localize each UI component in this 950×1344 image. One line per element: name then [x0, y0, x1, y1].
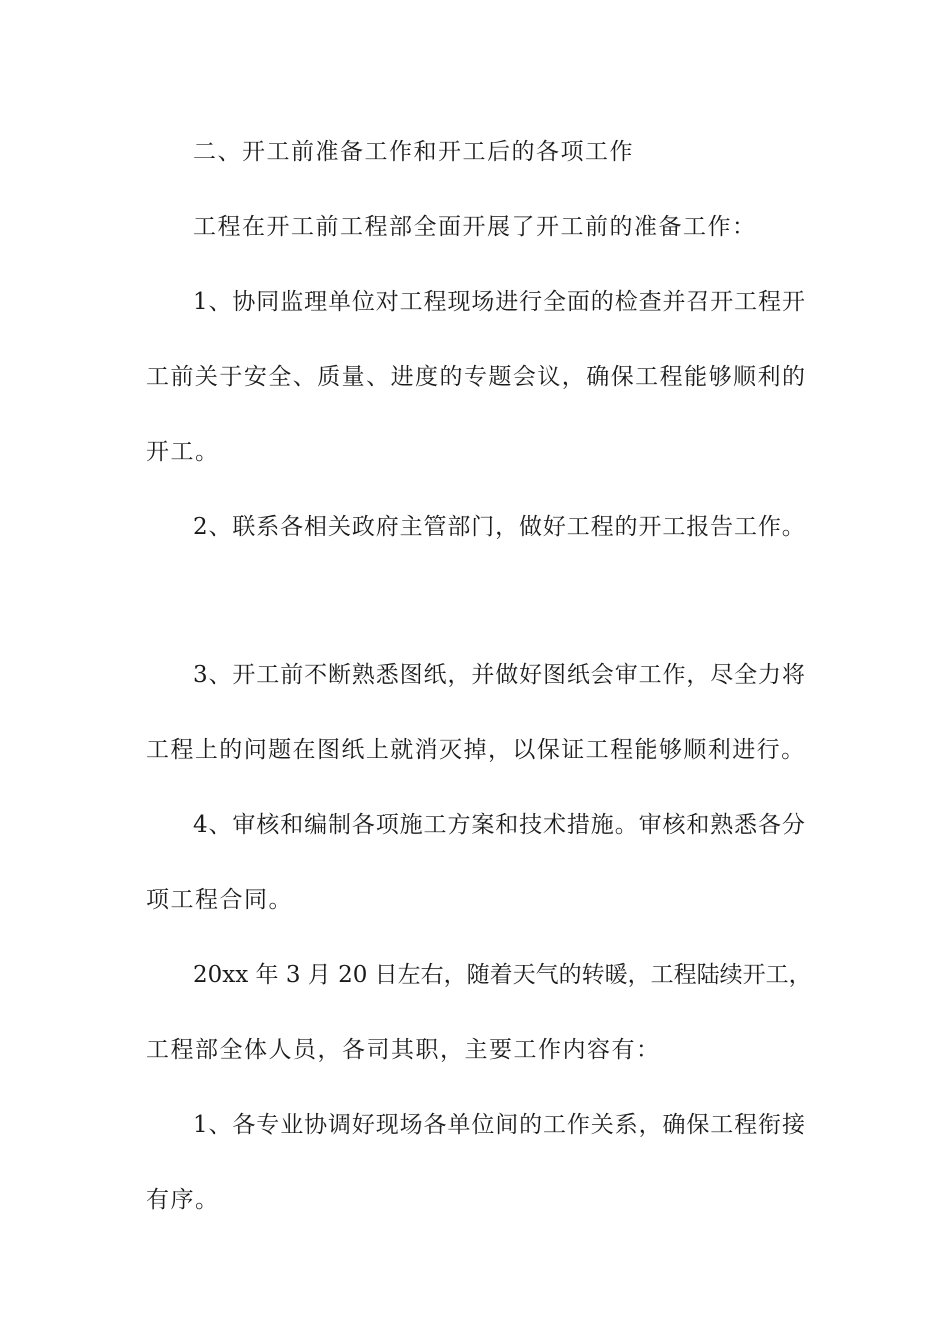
paragraph-line: 工程上的问题在图纸上就消灭掉，以保证工程能够顺利进行。	[146, 737, 806, 763]
paragraph-line: 2、联系各相关政府主管部门，做好工程的开工报告工作。	[193, 514, 806, 540]
paragraph-line: 20xx 年 3 月 20 日左右，随着天气的转暖，工程陆续开工，	[193, 962, 812, 988]
paragraph-line: 工程部全体人员，各司其职，主要工作内容有：	[146, 1037, 661, 1063]
paragraph-line: 有序。	[146, 1187, 220, 1213]
paragraph-line: 1、协同监理单位对工程现场进行全面的检查并召开工程开	[193, 289, 806, 315]
paragraph-line: 工程在开工前工程部全面开展了开工前的准备工作：	[193, 214, 757, 240]
section-heading: 二、开工前准备工作和开工后的各项工作	[193, 139, 634, 165]
paragraph-line: 项工程合同。	[146, 887, 293, 913]
paragraph-line: 3、开工前不断熟悉图纸，并做好图纸会审工作，尽全力将	[193, 662, 806, 688]
paragraph-line: 开工。	[146, 439, 220, 465]
paragraph-line: 1、各专业协调好现场各单位间的工作关系，确保工程衔接	[193, 1112, 806, 1138]
paragraph-line: 4、审核和编制各项施工方案和技术措施。审核和熟悉各分	[193, 812, 806, 838]
paragraph-line: 工前关于安全、质量、进度的专题会议，确保工程能够顺利的	[146, 364, 807, 390]
